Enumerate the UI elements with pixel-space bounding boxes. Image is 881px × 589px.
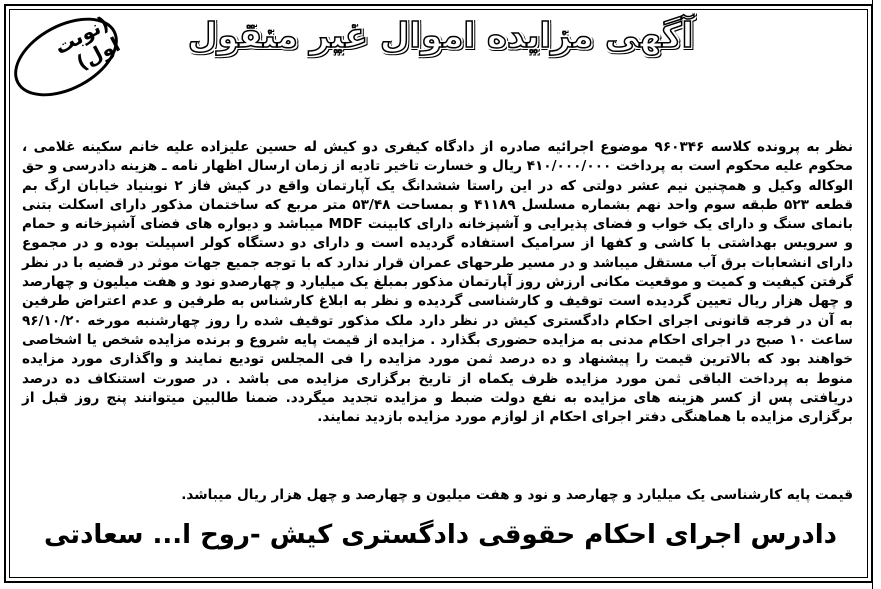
title-container [0, 16, 881, 56]
base-price-line: قیمت پایه کارشناسی یک میلیارد و چهارصد و نود و هفت میلیون و چهارصد و چهل هزار ریال میباشد. [181, 487, 853, 503]
signature-line: دادرس اجرای احکام حقوقی دادگستری کیش -روح ا... سعادتی [44, 520, 837, 550]
badge-label: (نوبت اول) [50, 10, 125, 75]
page-edge-strip [872, 0, 881, 589]
notice-title: آگهی مزایده اموال غیر منقول [187, 16, 694, 56]
notice-body: نظر به پرونده کلاسه ۹۶۰۳۴۶ موضوع اجرائیه صادره از دادگاه کیفری دو کیش له حسین علیزاده علیه خانم سکینه غلامی ، محکوم علیه محکوم است به پرداخت ۴۱۰/۰۰۰/۰۰۰ ریال و خسارت تاخیر تادیه از زمان ارسال اظهار نامه ـ هزینه دادرسی و حق الوکاله وکیل و همچنین نیم عشر دولتی که در این راستا ششدانگ یک آپارتمان واقع در کیش فاز ۲ نوبنیاد خیابان ارگ بم قطعه ۵۲۳ طبقه سوم واحد نهم بشماره مسلسل ۴۱۱۸۹ و بمساحت ۵۳/۴۸ متر مربع که ساختمان مذکور دارای اسکلت بتنی بانمای سنگ و دارای یک خواب و فضای پذیرایی و آشپزخانه دارای کابینت MDF میباشد و دیواره های فضای آشپزخانه و حمام و سرویس بهداشتی با کاشی و کفها از سرامیک استفاده گردیده است و دارای دو دستگاه کولر اسپیلت بوده و در مجموع دارای انشعابات برق آب مستقل میباشد و در مسیر طرحهای عمران قرار ندارد که با توجه جمیع جهات موثر در قضیه با در نظر گرفتن کیفیت و کمیت و موقعیت مکانی ارزش روز آپارتمان مذکور بمبلغ یک میلیارد و چهارصدو نود و هفت میلیون و چهارصد و چهل هزار ریال تعیین گردیده است توقیف و کارشناسی گردیده و نظر به ابلاغ کارشناس به طرفین و عدم اعتراض طرفین به آن در فرجه قانونی اجرای احکام دادگستری کیش در نظر دارد ملک مذکور توقیف شده را روز چهارشنبه مورخه ۹۶/۱۰/۲۰ ساعت ۱۰ صبح در اجرای احکام مدنی به مزایده حضوری بگذارد . مزایده از قیمت پایه شروع و برنده مزایده شخص یا اشخاصی خواهند بود که بالاترین قیمت را پیشنهاد و ده درصد ثمن مورد مزایده را فی المجلس تودیع نمایند و واگذاری مورد مزایده منوط به پرداخت الباقی ثمن مورد مزایده ظرف یکماه از تاریخ برگزاری مزایده می باشد . در صورت استنکاف ده درصد دریافتی پس از کسر هزینه های مزایده به نفع دولت ضبط و مزایده تجدید میگردد. ضمنا طالبین میتوانند پنج روز قبل از برگزاری مزایده با هماهنگی دفتر اجرای احکام از لوازم مورد مزایده بازدید نمایند. [22, 139, 853, 426]
